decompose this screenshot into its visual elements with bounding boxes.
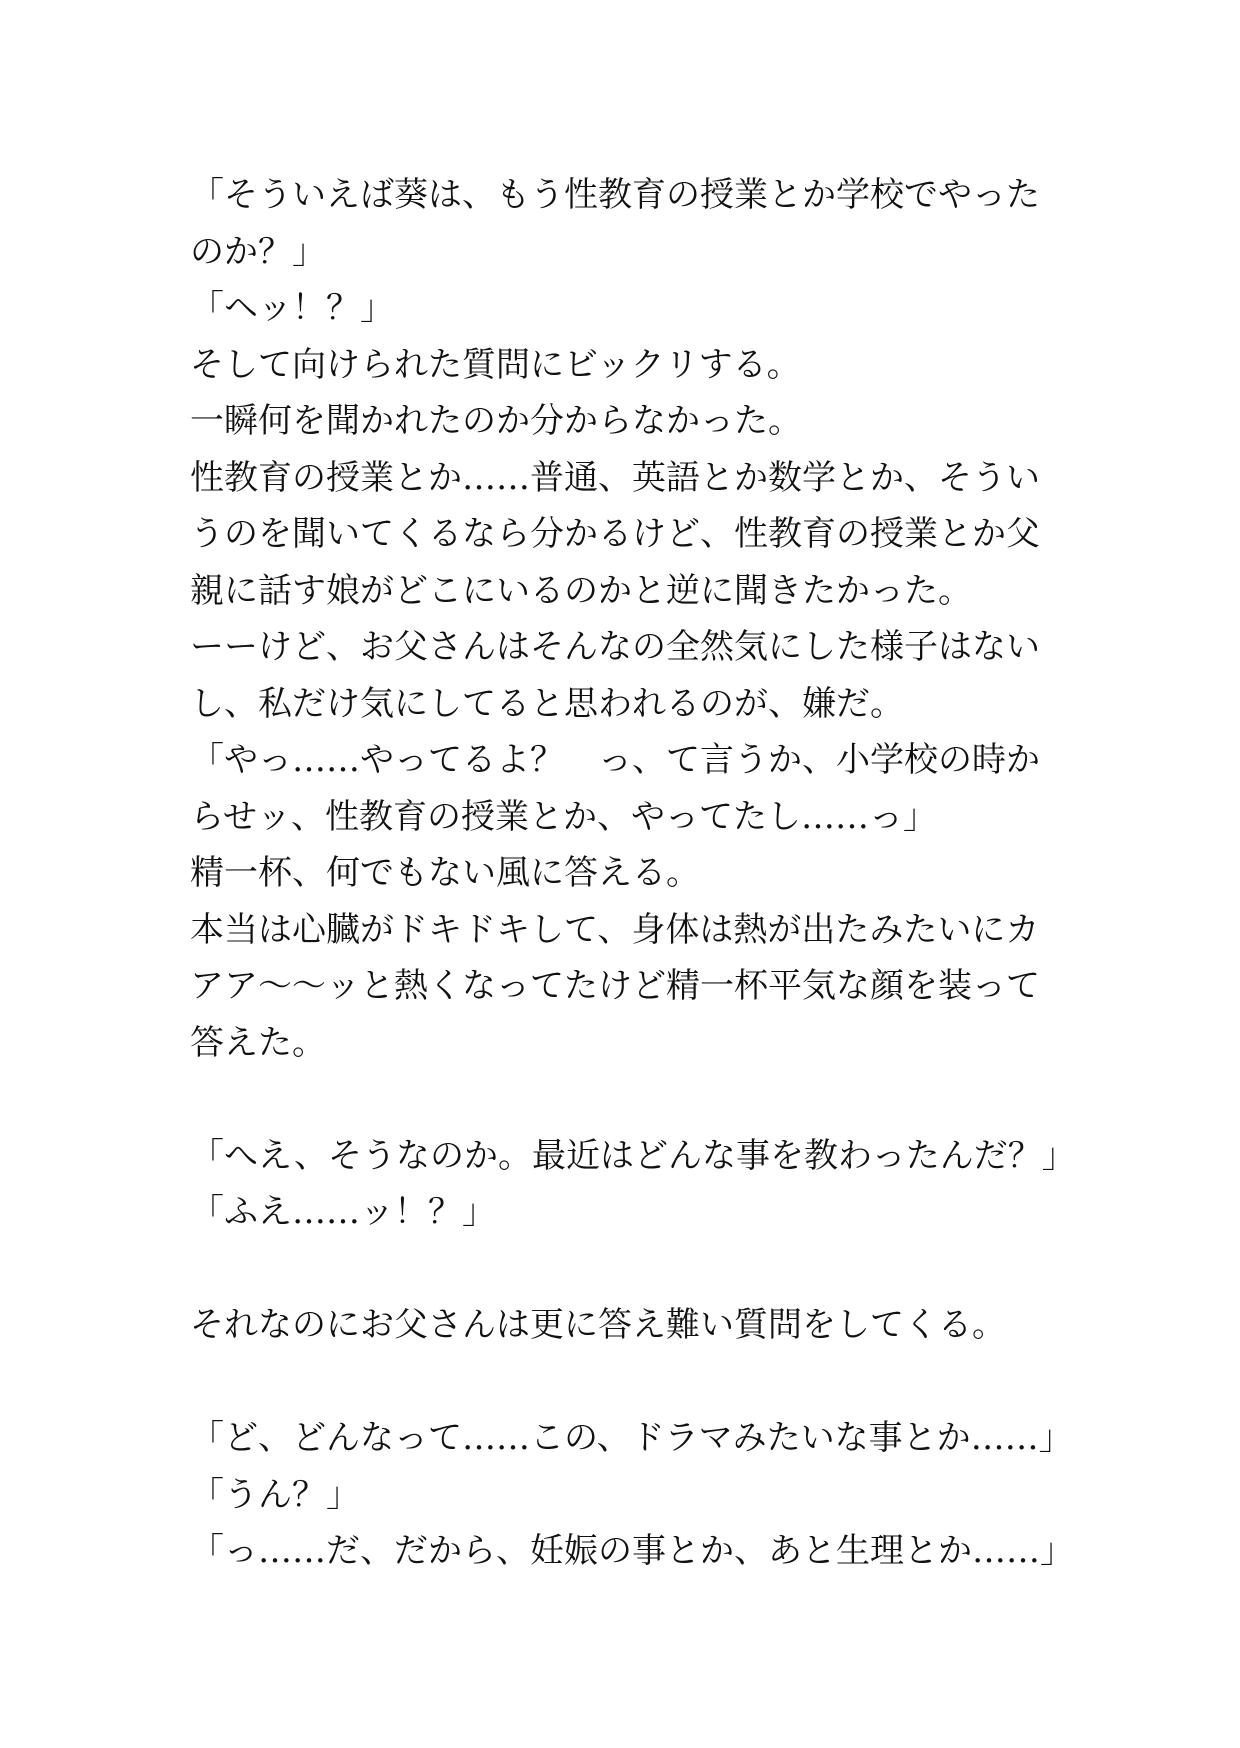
text-line: らせッ、性教育の授業とか、やってたし……っ」 <box>190 796 937 837</box>
blank-line <box>190 1354 1070 1411</box>
text-line: 「っ……だ、だから、妊娠の事とか、あと生理とか……」 <box>190 1531 1074 1571</box>
text-line: アア〜〜ッと熱くなってたけど精一杯平気な顔を装って <box>190 966 1040 1006</box>
text-line: 「そういえば葵は、もう性教育の授業とか学校でやった <box>190 175 1040 215</box>
text-line: し、私だけ気にしてると思われるのが、嫌だ。 <box>190 683 904 724</box>
text-line: 「へえ、そうなのか。最近はどんな事を教わったんだ？」 <box>190 1135 1076 1176</box>
text-line: 「うん？」 <box>190 1474 360 1515</box>
blank-line <box>190 1241 1070 1298</box>
body-text <box>190 167 1076 1580</box>
text-line: のか？」 <box>190 231 326 272</box>
text-line: 一瞬何を聞かれたのか分からなかった。 <box>190 401 802 441</box>
text-line: 「ふえ……ッ！？」 <box>190 1192 496 1232</box>
blank-line <box>190 1071 1070 1128</box>
text-line: 「ヘッ！？」 <box>190 288 394 328</box>
text-line: 本当は心臓がドキドキして、身体は熱が出たみたいにカ <box>190 909 1040 950</box>
text-line: 「ど、どんなって……この、ドラマみたいな事とか……」 <box>190 1418 1073 1458</box>
text-line: 性教育の授業とか……普通、英語とか数学とか、そうい <box>190 457 1040 498</box>
text-line: うのを聞いてくるなら分かるけど、性教育の授業とか父 <box>190 514 1040 554</box>
text-line: 答えた。 <box>190 1022 326 1063</box>
text-line: そして向けられた質問にビックリする。 <box>190 344 801 385</box>
text-line: それなのにお父さんは更に答え難い質問をしてくる。 <box>190 1305 1006 1345</box>
text-line: 親に話す娘がどこにいるのかと逆に聞きたかった。 <box>190 570 972 611</box>
text-line: 「やっ……やってるよ？ っ、て言うか、小学校の時か <box>190 740 1040 780</box>
text-line: 精一杯、何でもない風に答える。 <box>190 853 700 893</box>
text-line: ーーけど、お父さんはそんなの全然気にした様子はない <box>190 627 1040 667</box>
